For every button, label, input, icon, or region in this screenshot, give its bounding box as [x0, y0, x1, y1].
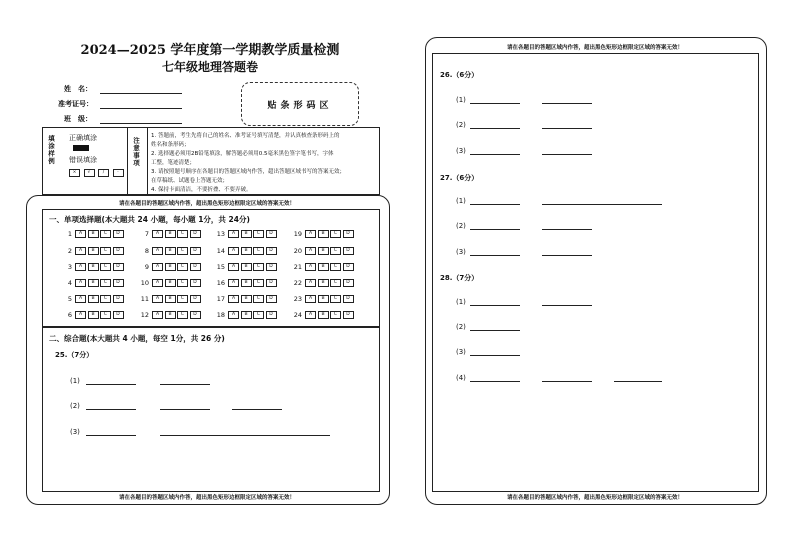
q28-part4-label: (4): [456, 374, 466, 382]
mc-bubble-13-a[interactable]: A: [228, 230, 239, 238]
mc-question-number: 16: [216, 279, 225, 287]
q27-part2-blank1[interactable]: [470, 229, 520, 230]
mc-bubble-12-a[interactable]: A: [152, 311, 163, 319]
q28-part3-blank1[interactable]: [470, 355, 520, 356]
fill-example-side-label: 填涂样例: [47, 135, 55, 165]
mc-question-number: 13: [216, 230, 225, 238]
mc-question-8: [135, 247, 202, 255]
mc-question-number: 6: [67, 311, 72, 319]
wrong-sample-check: √: [84, 169, 95, 177]
mc-bubble-7-a[interactable]: A: [152, 230, 163, 238]
mc-bubble-2-d[interactable]: D: [113, 247, 124, 255]
mc-bubble-19-d[interactable]: D: [343, 230, 354, 238]
mc-bubble-12-c[interactable]: C: [177, 311, 188, 319]
notice-line: 3. 请按照题号顺序在各题目的答题区域内作答，超出答题区域书写的答案无效；: [151, 169, 345, 175]
mc-question-16: [211, 279, 278, 287]
mc-bubble-16-c[interactable]: C: [253, 279, 264, 287]
mc-bubble-10-c[interactable]: C: [177, 279, 188, 287]
mc-bubble-6-b[interactable]: B: [88, 311, 99, 319]
q28-part4-blank1[interactable]: [470, 381, 520, 382]
notice-text: [151, 132, 345, 195]
mc-question-number: 8: [144, 247, 149, 255]
mc-bubble-14-b[interactable]: B: [241, 247, 252, 255]
mc-bubble-12-d[interactable]: D: [190, 311, 201, 319]
q27-part1-label: (1): [456, 197, 466, 205]
fill-example-section: [43, 128, 128, 194]
exam-id-label: 准考证号：: [58, 100, 93, 108]
q28-label: 28.（7分）: [440, 274, 479, 282]
q28-part4-blank3[interactable]: [614, 381, 662, 382]
q28-part2-blank1[interactable]: [470, 330, 520, 331]
q25-part2-blank1[interactable]: [86, 409, 136, 410]
mc-question-number: 10: [140, 279, 149, 287]
mc-bubble-15-c[interactable]: C: [253, 263, 264, 271]
q27-part3-label: (3): [456, 248, 466, 256]
mc-question-number: 5: [67, 295, 72, 303]
name-field[interactable]: [100, 93, 182, 94]
q26-label: 26.（6分）: [440, 71, 479, 79]
mc-bubble-5-d[interactable]: D: [113, 295, 124, 303]
mc-bubble-9-b[interactable]: B: [165, 263, 176, 271]
mc-bubble-16-d[interactable]: D: [266, 279, 277, 287]
q26-part3-blank1[interactable]: [470, 154, 520, 155]
q25-part3-label: (3): [70, 428, 80, 436]
mc-bubble-7-b[interactable]: B: [165, 230, 176, 238]
mc-bubble-24-b[interactable]: B: [318, 311, 329, 319]
q26-part2-blank1[interactable]: [470, 128, 520, 129]
q26-part2-label: (2): [456, 121, 466, 129]
mc-bubble-15-b[interactable]: B: [241, 263, 252, 271]
mc-question-number: 12: [140, 311, 149, 319]
mc-question-1: [58, 230, 125, 238]
mc-bubble-22-d[interactable]: D: [343, 279, 354, 287]
mc-bubble-15-d[interactable]: D: [266, 263, 277, 271]
mc-question-number: 4: [67, 279, 72, 287]
mc-bubble-2-c[interactable]: C: [100, 247, 111, 255]
mc-bubble-3-c[interactable]: C: [100, 263, 111, 271]
correct-fill-label: 正确填涂: [69, 134, 97, 142]
mc-bubble-14-d[interactable]: D: [266, 247, 277, 255]
q26-part3-label: (3): [456, 147, 466, 155]
mc-bubble-4-b[interactable]: B: [88, 279, 99, 287]
mc-bubble-6-a[interactable]: A: [75, 311, 86, 319]
mc-bubble-19-b[interactable]: B: [318, 230, 329, 238]
mc-bubble-21-d[interactable]: D: [343, 263, 354, 271]
mc-question-5: [58, 295, 125, 303]
mc-bubble-16-b[interactable]: B: [241, 279, 252, 287]
mc-bubble-8-d[interactable]: D: [190, 247, 201, 255]
mc-bubble-3-a[interactable]: A: [75, 263, 86, 271]
mc-question-number: 21: [293, 263, 302, 271]
mc-bubble-13-d[interactable]: D: [266, 230, 277, 238]
q25-part2-blank2[interactable]: [160, 409, 210, 410]
mc-bubble-23-b[interactable]: B: [318, 295, 329, 303]
mc-bubble-9-d[interactable]: D: [190, 263, 201, 271]
q27-part3-blank1[interactable]: [470, 255, 520, 256]
mc-question-20: [288, 247, 355, 255]
class-label: 班 级：: [64, 115, 92, 123]
mc-bubble-20-c[interactable]: C: [330, 247, 341, 255]
q25-part3-blank1[interactable]: [86, 435, 136, 436]
mc-bubble-19-c[interactable]: C: [330, 230, 341, 238]
notice-line: 在草稿纸、试题卷上答题无效；: [151, 178, 229, 184]
notice-line: 姓名和条形码；: [151, 142, 190, 148]
mc-question-4: [58, 279, 125, 287]
q28-part1-label: (1): [456, 298, 466, 306]
mc-bubble-18-a[interactable]: A: [228, 311, 239, 319]
mc-bubble-5-a[interactable]: A: [75, 295, 86, 303]
mc-title: 一、单项选择题(本大题共 24 小题，每小题 1分，共 24分): [49, 215, 250, 224]
mc-bubble-16-a[interactable]: A: [228, 279, 239, 287]
mc-bubble-9-c[interactable]: C: [177, 263, 188, 271]
mc-bubble-20-d[interactable]: D: [343, 247, 354, 255]
mc-question-number: 7: [144, 230, 149, 238]
mc-question-14: [211, 247, 278, 255]
warning-top-left: 请在各题目的答题区域内作答，超出黑色矩形边框限定区域的答案无效！: [118, 201, 295, 207]
mc-question-number: 9: [144, 263, 149, 271]
mc-question-17: [211, 295, 278, 303]
mc-question-number: 3: [67, 263, 72, 271]
mc-bubble-24-a[interactable]: A: [305, 311, 316, 319]
class-field[interactable]: [100, 123, 182, 124]
mc-bubble-8-c[interactable]: C: [177, 247, 188, 255]
mc-bubble-18-c[interactable]: C: [253, 311, 264, 319]
mc-bubble-20-b[interactable]: B: [318, 247, 329, 255]
mc-bubble-17-b[interactable]: B: [241, 295, 252, 303]
mc-question-number: 14: [216, 247, 225, 255]
page-title: 2024—2025 学年度第一学期教学质量检测: [80, 43, 340, 58]
mc-bubble-11-d[interactable]: D: [190, 295, 201, 303]
mc-bubble-10-d[interactable]: D: [190, 279, 201, 287]
warning-top-right: 请在各题目的答题区域内作答，超出黑色矩形边框限定区域的答案无效！: [506, 45, 683, 51]
q27-part2-label: (2): [456, 222, 466, 230]
q27-part1-blank2[interactable]: [542, 204, 662, 205]
mc-bubble-14-a[interactable]: A: [228, 247, 239, 255]
mc-bubble-11-c[interactable]: C: [177, 295, 188, 303]
notice-side: [127, 128, 148, 194]
mc-bubble-8-b[interactable]: B: [165, 247, 176, 255]
mc-bubble-17-c[interactable]: C: [253, 295, 264, 303]
mc-bubble-8-a[interactable]: A: [152, 247, 163, 255]
mc-question-number: 1: [67, 230, 72, 238]
q27-part2-blank2[interactable]: [542, 229, 592, 230]
page-subtitle: 七年级地理答题卷: [161, 60, 258, 74]
mc-bubble-5-c[interactable]: C: [100, 295, 111, 303]
mc-question-23: [288, 295, 355, 303]
mc-bubble-17-a[interactable]: A: [228, 295, 239, 303]
mc-bubble-1-b[interactable]: B: [88, 230, 99, 238]
mc-bubble-11-a[interactable]: A: [152, 295, 163, 303]
mc-question-19: [288, 230, 355, 238]
exam-id-field[interactable]: [100, 108, 182, 109]
mc-question-2: [58, 247, 125, 255]
q27-part3-blank2[interactable]: [542, 255, 592, 256]
q27-label: 27.（6分）: [440, 174, 479, 182]
mc-question-number: 19: [293, 230, 302, 238]
mc-bubble-23-c[interactable]: C: [330, 295, 341, 303]
mc-question-3: [58, 263, 125, 271]
mc-bubble-5-b[interactable]: B: [88, 295, 99, 303]
mc-bubble-18-d[interactable]: D: [266, 311, 277, 319]
mc-question-number: 2: [67, 247, 72, 255]
mc-bubble-3-d[interactable]: D: [113, 263, 124, 271]
mc-question-7: [135, 230, 202, 238]
notice-side-label: 注意事项: [132, 137, 140, 167]
q25-part1-blank1[interactable]: [86, 384, 136, 385]
mc-bubble-22-b[interactable]: B: [318, 279, 329, 287]
mc-bubble-3-b[interactable]: B: [88, 263, 99, 271]
q25-part2-label: (2): [70, 402, 80, 410]
barcode-area: 贴条形码区: [241, 82, 359, 126]
mc-question-12: [135, 311, 202, 319]
mc-question-15: [211, 263, 278, 271]
wrong-sample-slash: /: [98, 169, 109, 177]
mc-question-number: 20: [293, 247, 302, 255]
mc-bubble-2-b[interactable]: B: [88, 247, 99, 255]
mc-question-number: 15: [216, 263, 225, 271]
q28-part1-blank2[interactable]: [542, 305, 592, 306]
mc-bubble-1-c[interactable]: C: [100, 230, 111, 238]
q26-part3-blank2[interactable]: [542, 154, 592, 155]
mc-question-number: 22: [293, 279, 302, 287]
mc-bubble-15-a[interactable]: A: [228, 263, 239, 271]
mc-bubble-13-c[interactable]: C: [253, 230, 264, 238]
comp-title: 二、综合题(本大题共 4 小题，每空 1分，共 26 分): [49, 334, 225, 343]
mc-question-number: 24: [293, 311, 302, 319]
q25-part1-blank2[interactable]: [160, 384, 210, 385]
mc-bubble-4-d[interactable]: D: [113, 279, 124, 287]
q27-part1-blank1[interactable]: [470, 204, 520, 205]
q25-part2-blank3[interactable]: [232, 409, 282, 410]
mc-bubble-14-c[interactable]: C: [253, 247, 264, 255]
q25-part3-blank2[interactable]: [160, 435, 330, 436]
instructions-panel: [42, 127, 380, 195]
mc-bubble-1-d[interactable]: D: [113, 230, 124, 238]
mc-bubble-9-a[interactable]: A: [152, 263, 163, 271]
mc-question-11: [135, 295, 202, 303]
q28-part1-blank1[interactable]: [470, 305, 520, 306]
mc-question-22: [288, 279, 355, 287]
mc-bubble-7-d[interactable]: D: [190, 230, 201, 238]
mc-bubble-22-a[interactable]: A: [305, 279, 316, 287]
notice-line: 2. 选择题必须用2B铅笔填涂，解答题必须用0.5毫米黑色签字笔书写，字体: [151, 151, 334, 157]
mc-bubble-1-a[interactable]: A: [75, 230, 86, 238]
mc-bubble-4-a[interactable]: A: [75, 279, 86, 287]
mc-question-24: [288, 311, 355, 319]
notice-line: 4. 保持卡面清洁，不要折叠、不要弄破。: [151, 187, 252, 193]
mc-question-number: 17: [216, 295, 225, 303]
mc-question-21: [288, 263, 355, 271]
mc-bubble-20-a[interactable]: A: [305, 247, 316, 255]
mc-bubble-10-a[interactable]: A: [152, 279, 163, 287]
name-label: 姓 名：: [64, 85, 92, 93]
q25-label: 25.（7分）: [55, 351, 94, 359]
mc-bubble-21-c[interactable]: C: [330, 263, 341, 271]
mc-bubble-2-a[interactable]: A: [75, 247, 86, 255]
mc-bubble-13-b[interactable]: B: [241, 230, 252, 238]
wrong-sample-dot: ·: [113, 169, 124, 177]
q28-part4-blank2[interactable]: [542, 381, 592, 382]
wrong-fill-samples: [69, 169, 125, 177]
mc-bubble-22-c[interactable]: C: [330, 279, 341, 287]
mc-bubble-7-c[interactable]: C: [177, 230, 188, 238]
mc-bubble-4-c[interactable]: C: [100, 279, 111, 287]
mc-bubble-21-b[interactable]: B: [318, 263, 329, 271]
mc-bubble-6-c[interactable]: C: [100, 311, 111, 319]
mc-bubble-18-b[interactable]: B: [241, 311, 252, 319]
mc-question-10: [135, 279, 202, 287]
right-answer-section: [432, 53, 759, 492]
notice-line: 工整，笔迹清楚；: [151, 160, 196, 166]
warning-bottom-left: 请在各题目的答题区域内作答，超出黑色矩形边框限定区域的答案无效！: [118, 495, 295, 501]
mc-bubble-17-d[interactable]: D: [266, 295, 277, 303]
q26-part2-blank2[interactable]: [542, 128, 592, 129]
wrong-fill-label: 错误填涂: [69, 156, 97, 164]
warning-bottom-right: 请在各题目的答题区域内作答，超出黑色矩形边框限定区域的答案无效！: [506, 495, 683, 501]
mc-bubble-24-c[interactable]: C: [330, 311, 341, 319]
q28-part2-label: (2): [456, 323, 466, 331]
mc-question-number: 23: [293, 295, 302, 303]
q28-part3-label: (3): [456, 348, 466, 356]
mc-bubble-23-d[interactable]: D: [343, 295, 354, 303]
mc-bubble-19-a[interactable]: A: [305, 230, 316, 238]
q25-part1-label: (1): [70, 377, 80, 385]
mc-question-18: [211, 311, 278, 319]
mc-bubble-23-a[interactable]: A: [305, 295, 316, 303]
wrong-sample-cross: ×: [69, 169, 80, 177]
mc-bubble-6-d[interactable]: D: [113, 311, 124, 319]
q26-part1-blank1[interactable]: [470, 103, 520, 104]
q26-part1-blank2[interactable]: [542, 103, 592, 104]
mc-bubble-10-b[interactable]: B: [165, 279, 176, 287]
mc-bubble-11-b[interactable]: B: [165, 295, 176, 303]
mc-bubble-21-a[interactable]: A: [305, 263, 316, 271]
mc-question-13: [211, 230, 278, 238]
correct-fill-sample: [73, 145, 89, 151]
q26-part1-label: (1): [456, 96, 466, 104]
mc-question-number: 11: [140, 295, 149, 303]
mc-bubble-24-d[interactable]: D: [343, 311, 354, 319]
mc-bubble-12-b[interactable]: B: [165, 311, 176, 319]
mc-question-number: 18: [216, 311, 225, 319]
mc-question-9: [135, 263, 202, 271]
notice-line: 1. 答题前，考生先将自己的姓名、准考证号填写清楚，并认真核查条形码上的: [151, 133, 340, 139]
mc-question-6: [58, 311, 125, 319]
